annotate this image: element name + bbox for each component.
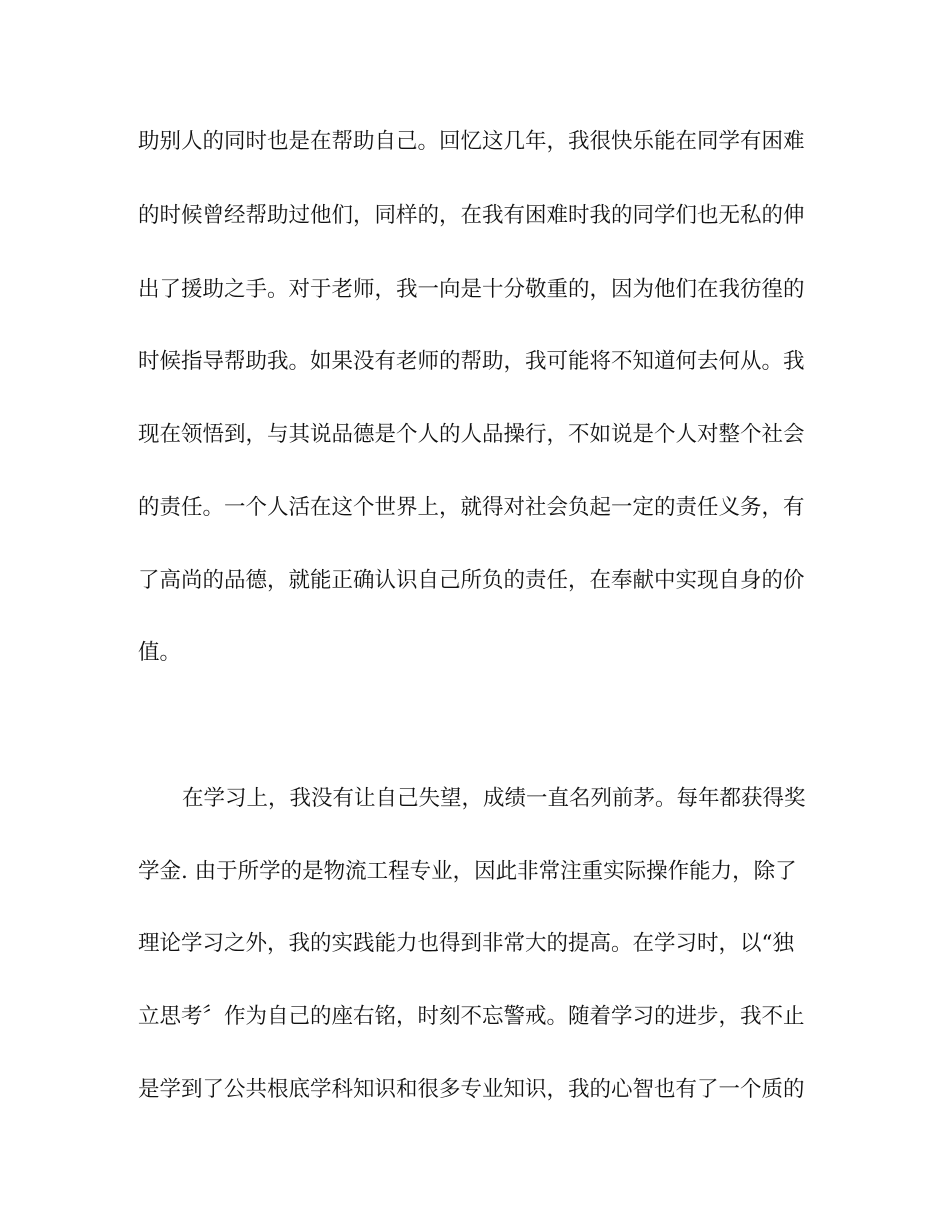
text-line: 时候指导帮助我。如果没有老师的帮助，我可能将不知道何去何从。我 [138,349,805,374]
text-line: 学金. 由于所学的是物流工程专业，因此非常注重实际操作能力，除了 [138,859,797,884]
text-line: 是学到了公共根底学科知识和很多专业知识，我的心智也有了一个质的 [138,1077,805,1102]
text-line: 了高尚的品德，就能正确认识自己所负的责任，在奉献中实现自身的价 [138,568,805,593]
text-line: 值。 [138,640,182,665]
text-line: 理论学习之外，我的实践能力也得到非常大的提高。在学习时，以“独 [138,931,794,956]
text-line: 在学习上，我没有让自己失望，成绩一直名列前茅。每年都获得奖 [182,786,806,811]
text-line: 立思考〞作为自己的座右铭，时刻不忘警戒。随着学习的进步，我不止 [138,1004,805,1029]
text-line: 的时候曾经帮助过他们，同样的，在我有困难时我的同学们也无私的伸 [138,203,805,228]
text-line: 助别人的同时也是在帮助自己。回忆这几年，我很快乐能在同学有困难 [138,129,805,154]
text-line: 现在领悟到，与其说品德是个人的人品操行，不如说是个人对整个社会 [138,422,805,447]
text-line: 的责任。一个人活在这个世界上，就得对社会负起一定的责任义务，有 [138,495,805,520]
text-line: 出了援助之手。对于老师，我一向是十分敬重的，因为他们在我彷徨的 [138,277,805,302]
